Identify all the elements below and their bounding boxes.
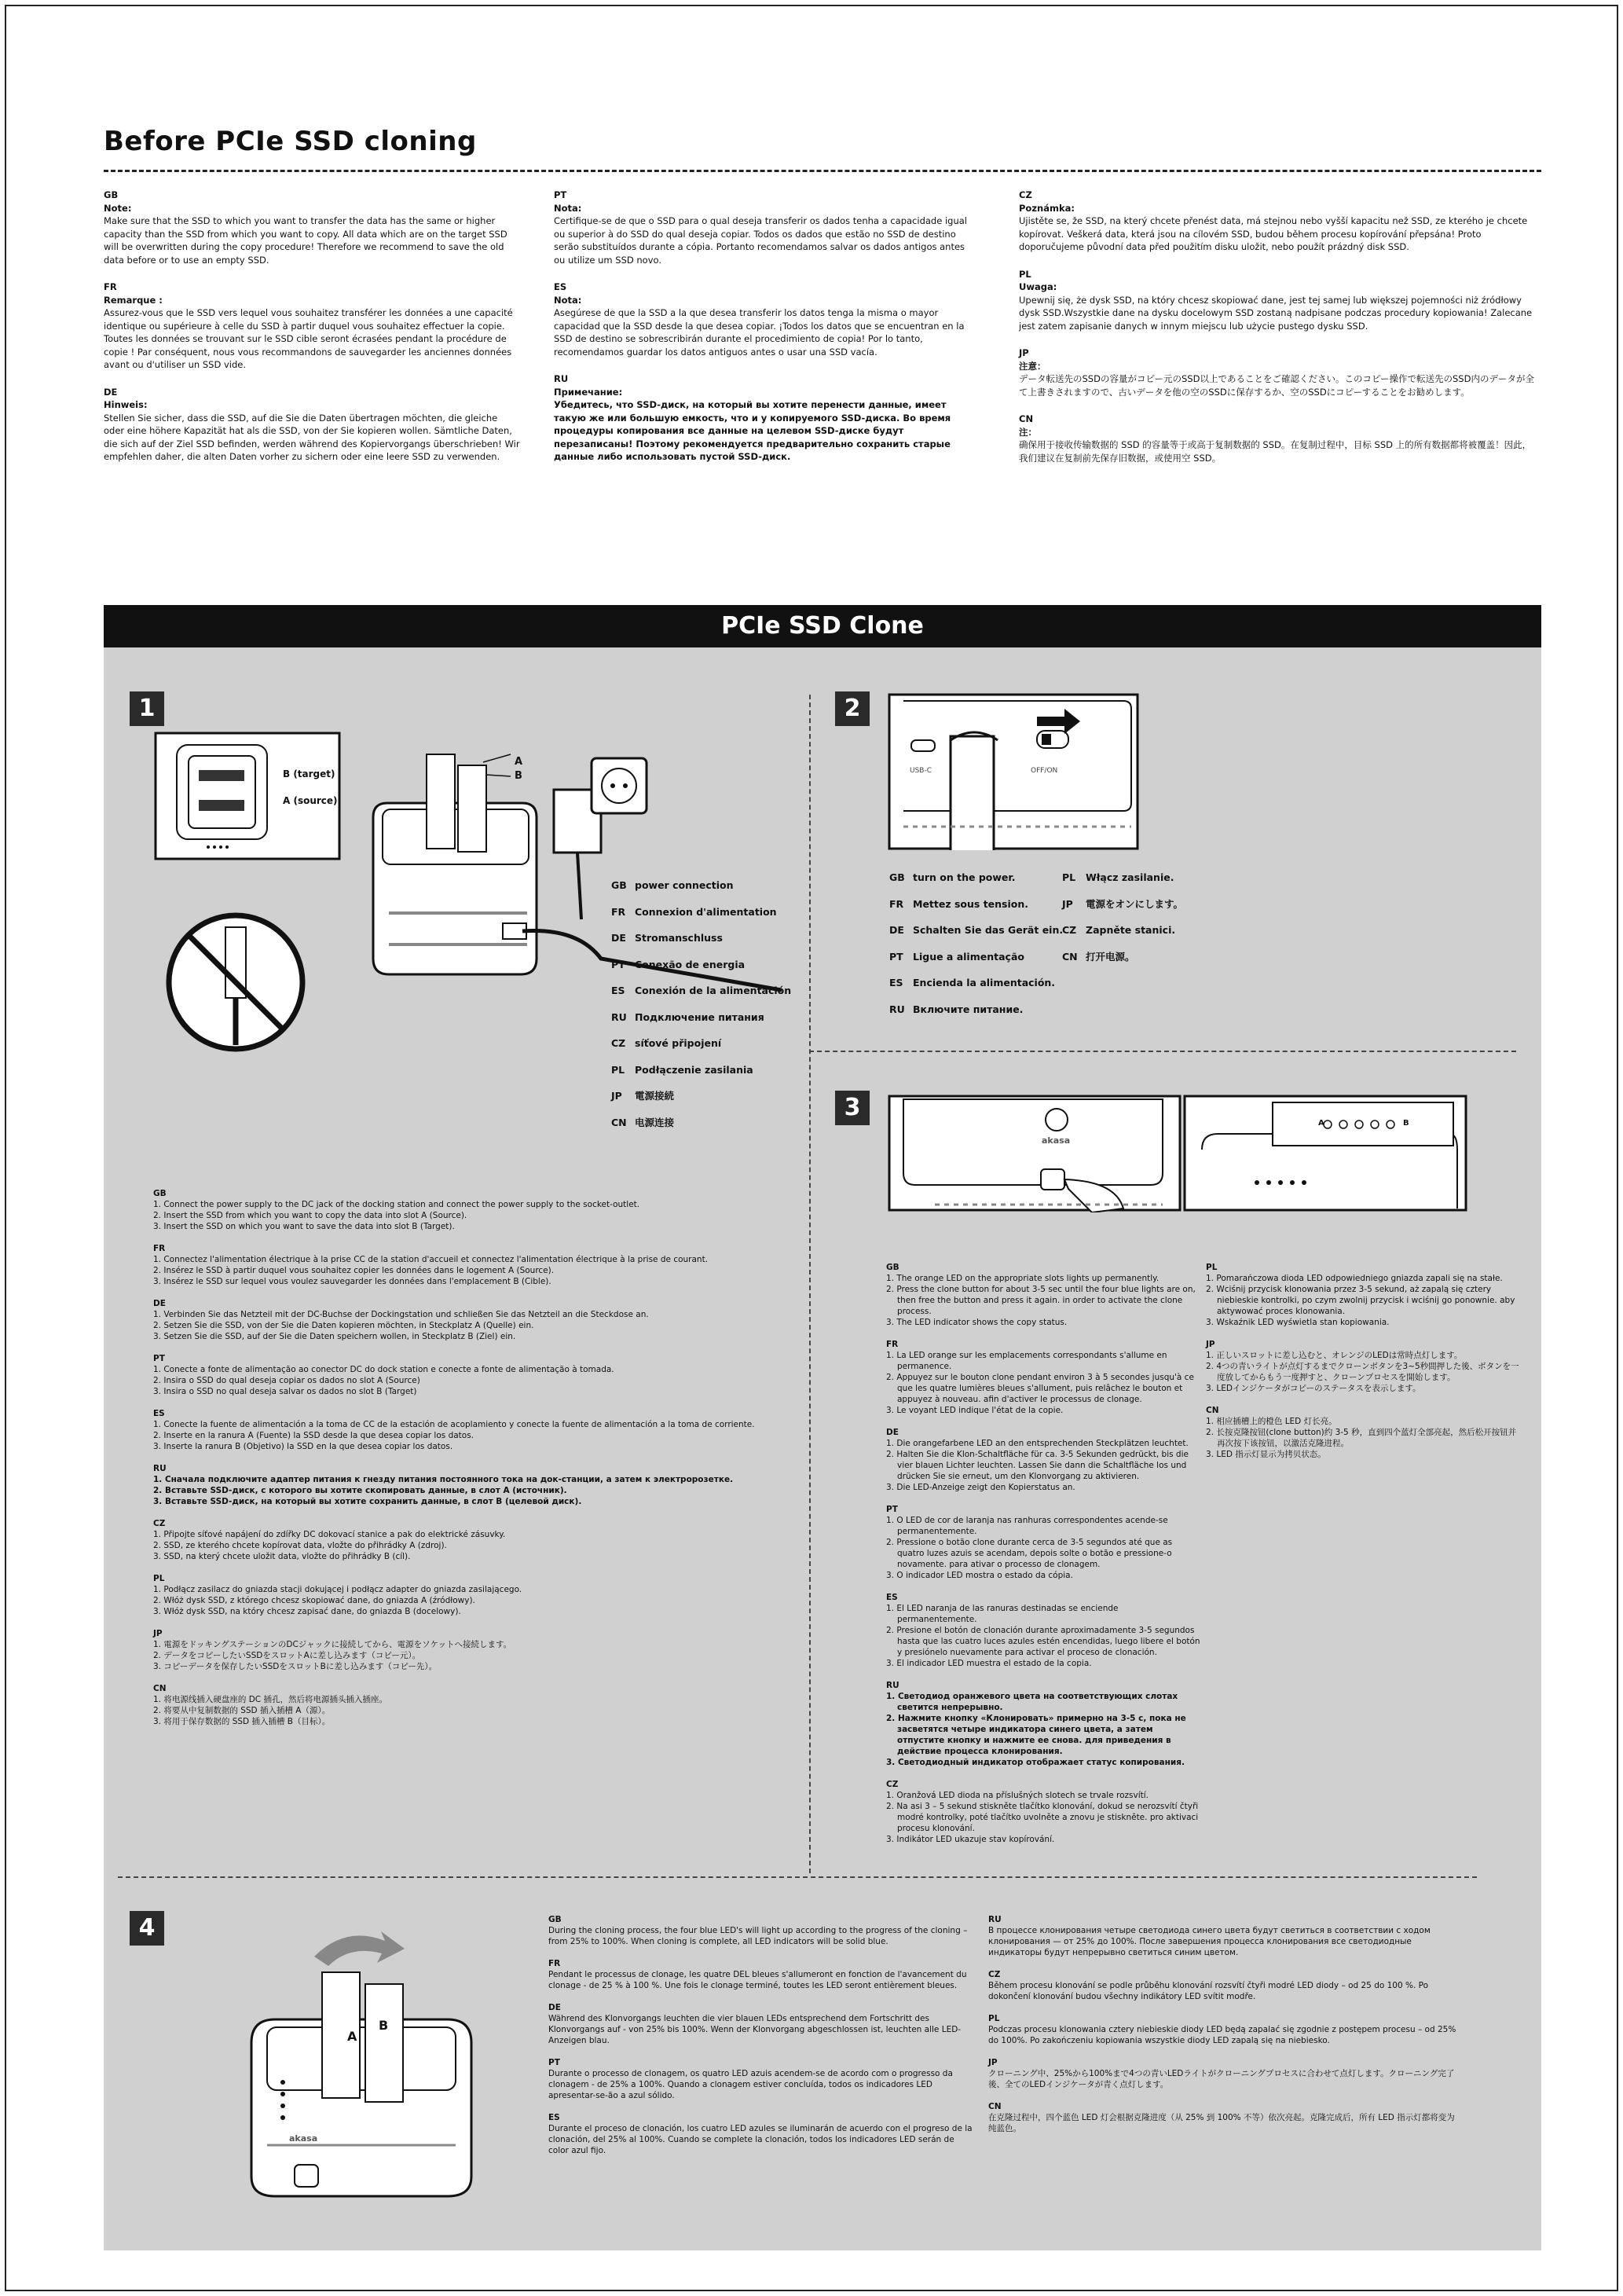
label-row [611,925,791,952]
note-block [1019,347,1537,398]
instruction-item: 1. Conecte la fuente de alimentación a la toma de CC de la estación de acoplamiento y conecte la fuente de alimentación a la toma de corriente. [153,1420,755,1429]
instruction-block [886,1427,1200,1493]
instruction-item: 2. 长按克隆按钮(clone button)约 3-5 秒，直到四个蓝灯全部亮起，然后松开按钮并再次按下该按钮，以激活克隆进程。 [1206,1428,1517,1448]
instruction-item: 2. Setzen Sie die SSD, von der Sie die Daten kopieren möchten, in Steckplatz A (Quelle) ein. [153,1321,534,1330]
instruction-item: 1. La LED orange sur les emplacements correspondants s'allume en permanence. [886,1351,1167,1371]
instruction-block [988,2057,1460,2090]
label-row [1062,944,1183,970]
instruction-block [548,2057,973,2101]
instruction-block [153,1518,805,1562]
instruction-item: 2. Inserte en la ranura A (Fuente) la SSD desde la que desea copiar los datos. [153,1431,474,1440]
label-row [1062,864,1183,891]
instruction-item: 2. Press the clone button for about 3-5 sec until the four blue lights are on, then free the button and press it again. in order to activate the clone process. [886,1285,1196,1316]
notes-column-3 [1019,189,1537,479]
step4-illustration [236,1909,479,2200]
section-banner: PCIe SSD Clone [104,605,1541,647]
instruction-item: 3. SSD, na který chcete uložit data, vložte do přihrádky B (cíl). [153,1552,411,1561]
led-label-b: B [1403,1119,1409,1128]
lang-code: RU [988,1915,1002,1924]
label-text: Ligue a alimentação [913,950,1024,963]
step-1-badge: 1 [130,691,164,726]
label-text: Zapněte stanici. [1086,924,1176,936]
page-title: Before PCIe SSD cloning [104,126,477,157]
lang-code: CZ [153,1519,166,1528]
lang-code: FR [886,1340,899,1349]
note-heading: Nota: [554,202,582,214]
instruction-item: 2. Włóż dysk SSD, z którego chcesz skopiować dane, do gniazda A (źródłowy). [153,1596,475,1605]
lang-code: JP [1206,1340,1215,1349]
instruction-list [153,1529,805,1562]
instruction-item: 1. Connectez l'alimentation électrique à la prise CC de la station d'accueil et connectez l'alimentation électrique à la prise de courant. [153,1255,709,1264]
label-row [611,1004,791,1031]
instruction-body: Während des Klonvorgangs leuchten die vier blauen LEDs entsprechend dem Fortschritt des Klonvorgangs auf - von 25% bis 100%. Wenn der Klonvorgang abgeschlossen ist, leuchten alle LED-Anzeigen blau. [548,2014,962,2045]
label-text: Schalten Sie das Gerät ein. [913,924,1064,936]
lang-code: DE [548,2003,561,2012]
note-block [554,189,970,266]
lang-code: PT [611,958,625,970]
instruction-block [548,2002,973,2046]
instruction-item: 3. Вставьте SSD-диск, на который вы хотите сохранить данные, в слот B (целевой диск). [153,1497,582,1506]
instruction-item: 3. Insert the SSD on which you want to save the data into slot B (Target). [153,1222,455,1231]
lang-code: PT [886,1505,898,1514]
step1-instructions [153,1188,805,1738]
slot-label-b: B [379,2018,389,2033]
instruction-item: 3. Wskaźnik LED wyświetla stan kopiowania. [1206,1318,1390,1327]
slot-label-a: A [347,2029,357,2044]
instruction-item: 3. LED 指示灯显示为拷贝状态。 [1206,1450,1326,1459]
label-text: 打开电源。 [1086,950,1135,963]
instruction-item: 2. Halten Sie die Klon-Schaltfläche für ca. 3-5 Sekunden gedrückt, bis die vier blauen Lichter leuchten. Lassen Sie dann die Schaltfläche los und drücken Sie sie erneut, um den Klonvorgang zu aktivieren. [886,1450,1189,1481]
note-heading: Hinweis: [104,399,148,410]
instruction-item: 2. Нажмите кнопку «Клонировать» примерно на 3-5 с, пока не засветятся четыре индикатора синего цвета, а затем отпустите кнопку и нажмите ее снова. для приведения в действие процесса клонирования. [886,1714,1186,1756]
instruction-body: Durante o processo de clonagem, os quatro LED azuis acendem-se de acordo com o progresso da clonagem - de 25% a 100%. Quando a clonagem estiver concluída, todos os indicadores LED apresentar-se-ão a azul sólido. [548,2069,953,2100]
instruction-item: 1. Сначала подключите адаптер питания к гнезду питания постоянного тока на док-станции, а затем к электророзетке. [153,1475,734,1484]
label-text: Podłączenie zasilania [635,1063,753,1076]
instruction-list [153,1694,805,1727]
step-4-badge: 4 [130,1911,164,1946]
label-row [1062,917,1183,944]
label-text: Включите питание. [913,1003,1024,1015]
instruction-item: 2. 将要从中复制数据的 SSD 插入插槽 A（源）。 [153,1706,331,1715]
lang-code: CN [1019,413,1034,424]
off-on-label: OFF/ON [1031,767,1058,775]
instruction-list [153,1419,805,1452]
lang-code: PL [988,2014,1000,2023]
instruction-item: 3. Indikátor LED ukazuje stav kopírování. [886,1835,1055,1844]
notes-column-1 [104,189,520,478]
label-row [1062,891,1183,918]
instruction-item: 1. 相应插槽上的橙色 LED 灯长亮。 [1206,1417,1337,1426]
note-block [104,281,520,372]
instruction-item: 3. Insérez le SSD sur lequel vous voulez sauvegarder les données dans l'emplacement B (Cible). [153,1277,551,1286]
label-row [889,970,1063,996]
label-text: síťové připojení [635,1037,722,1049]
instruction-list [886,1438,1200,1493]
label-text: Conexão de energia [635,958,746,970]
instruction-list [153,1584,805,1617]
instruction-item: 1. Připojte síťové napájení do zdířky DC dokovací stanice a pak do elektrické zásuvky. [153,1530,506,1539]
lang-code: DE [886,1428,899,1437]
slot-label-b: B [515,770,522,782]
instruction-item: 2. SSD, ze kterého chcete kopírovat data, vložte do přihrádky A (zdroj). [153,1541,447,1550]
lang-code: FR [611,905,626,918]
inset-label-b: B (target) [283,768,335,779]
instruction-list [153,1254,805,1287]
step3-illustration [888,1095,1469,1212]
instruction-item: 1. Conecte a fonte de alimentação ao conector DC do dock station e conecte a fonte de alimentação à tomada. [153,1365,614,1374]
instruction-block [153,1683,805,1727]
note-body: Ujistěte se, že SSD, na který chcete přenést data, má stejnou nebo vyšší kapacitu než SSD, ze kterého je chcete kopírovat. Veškerá data, která jsou na cílovém SSD, budou během procesu kopírování přepsána! Proto doporučujeme původní data před použitím disku uložit, nebo použít prázdný disk SSD. [1019,215,1528,252]
lang-code: ES [548,2113,560,2122]
label-text: 电源连接 [635,1116,675,1128]
step-2-badge: 2 [835,691,870,726]
lang-code: GB [153,1189,167,1198]
instruction-block [153,1298,805,1342]
lang-code: CN [611,1116,627,1128]
instruction-item: 3. 将用于保存数据的 SSD 插入插槽 B（目标）。 [153,1717,331,1726]
label-row [611,977,791,1004]
lang-code: RU [889,1003,905,1015]
instruction-block [153,1573,805,1617]
instruction-list [153,1474,805,1507]
instruction-block [886,1779,1200,1845]
lang-code: PT [153,1354,165,1363]
instruction-block [886,1262,1200,1328]
label-row [889,864,1063,891]
instruction-item: 3. El indicador LED muestra el estado de la copia. [886,1659,1092,1668]
lang-code: PL [1062,871,1076,883]
label-row [611,1083,791,1109]
lang-code: CN [1062,950,1078,963]
lang-code: FR [104,281,117,292]
instruction-item: 3. The LED indicator shows the copy status. [886,1318,1068,1327]
note-block [1019,189,1537,254]
instruction-item: 1. O LED de cor de laranja nas ranhuras correspondentes acende-se permanentemente. [886,1516,1168,1536]
lang-code: PL [153,1574,165,1583]
lang-code: ES [611,985,625,996]
instruction-block [988,2013,1460,2046]
step2-labels-left [889,864,1063,1022]
instruction-block [153,1463,805,1507]
instruction-item: 1. Pomarańczowa dioda LED odpowiedniego gniazda zapali się na stałe. [1206,1274,1503,1283]
instruction-item: 2. Insira o SSD do qual deseja copiar os dados no slot A (Source) [153,1376,420,1385]
step-3-badge: 3 [835,1091,870,1125]
instruction-block [153,1243,805,1287]
lang-code: CZ [1062,924,1077,936]
lang-code: FR [548,1959,561,1968]
instruction-item: 1. The orange LED on the appropriate slots lights up permanently. [886,1274,1160,1283]
instruction-item: 3. Insira o SSD no qual deseja salvar os dados no slot B (Target) [153,1387,417,1396]
instruction-body: Během procesu klonování se podle průběhu klonování rozsvítí čtyři modré LED diody – od 25 do 100 %. Po dokončení klonování budou všechny indikátory LED svítit modře. [988,1981,1429,2001]
note-block [1019,413,1537,464]
instruction-item: 3. Włóż dysk SSD, na który chcesz zapisać dane, do gniazda B (docelowy). [153,1607,461,1616]
instruction-block [153,1188,805,1232]
instruction-item: 2. Insérez le SSD à partir duquel vous souhaitez copier les données dans le logement A (Source). [153,1266,555,1275]
lang-code: JP [1019,347,1029,358]
instruction-item: 3. Die LED-Anzeige zeigt den Kopierstatus an. [886,1483,1075,1492]
instruction-item: 2. データをコピーしたいSSDをスロットAに差し込みます（コピー元）。 [153,1651,421,1660]
instruction-list [886,1603,1200,1669]
title-divider [104,170,1541,172]
lang-code: FR [153,1244,166,1253]
instruction-item: 2. Appuyez sur le bouton clone pendant environ 3 à 5 secondes jusqu'à ce que les quatre lumières bleues s'allument, puis relâchez le bouton et appuyez à nouveau. afin d'activer le processus de clonage. [886,1373,1194,1404]
instruction-list [1206,1416,1520,1460]
lang-code: DE [153,1299,166,1308]
note-body: Asegúrese de que la SSD a la que desea transferir los datos tenga la misma o mayor capacidad que la SSD desde la que desea copiar. ¡Todos los datos que se encuentran en la SSD de destino se sobrescribirán durante el procedimiento de copia! Por lo tanto, recomendamos guardar los datos antiguos antes o usar una SSD vacía. [554,307,965,358]
instruction-item: 2. Insert the SSD from which you want to copy the data into slot A (Source). [153,1211,467,1220]
lang-code: CZ [611,1037,626,1049]
notes-column-2 [554,189,970,478]
lang-code: CN [1206,1406,1219,1415]
instruction-body: 在克隆过程中，四个蓝色 LED 灯会根据克隆进度（从 25% 到 100% 不等）依次亮起。克隆完成后，所有 LED 指示灯都将变为纯蓝色。 [988,2113,1455,2133]
label-text: Stromanschluss [635,932,723,944]
label-row [611,899,791,926]
lang-code: PT [889,950,903,963]
label-row [889,944,1063,970]
instruction-block [548,1914,973,1947]
lang-code: ES [886,1593,898,1602]
instruction-item: 1. 正しいスロットに差し込むと、オレンジのLEDは常時点灯します。 [1206,1351,1463,1360]
instruction-item: 2. Wciśnij przycisk klonowania przez 3-5 sekund, aż zapalą się cztery niebieskie kontrolki, po czym zwolnij przycisk i wciśnij go ponownie. aby aktywować proces klonowania. [1206,1285,1515,1316]
instruction-item: 2. Вставьте SSD-диск, с которого вы хотите скопировать данные, в слот A (источник). [153,1486,567,1495]
label-text: power connection [635,879,734,891]
step4-text-left [548,1914,973,2167]
step3-instructions-left [886,1262,1200,1856]
instruction-item: 1. Die orangefarbene LED an den entsprechenden Steckplätzen leuchtet. [886,1439,1189,1448]
lang-code: CZ [1019,189,1032,200]
lang-code: RU [611,1010,627,1023]
note-body: Stellen Sie sicher, dass die SSD, auf die Sie die Daten übertragen möchten, die gleiche oder eine höhere Kapazität hat als die SSD, von der Sie kopieren wollen. Sämtliche Daten, die sich auf der Ziel SSD befinden, werden während des Kopiervorgangs überschrieben! Wir empfehlen daher, die alten Daten vorher zu sichern oder eine leere SSD zu verwenden. [104,412,520,462]
instruction-item: 2. Pressione o botão clone durante cerca de 3-5 segundos até que as quatro luzes azuis se acendam, depois solte o botão e pressione-o novamente. para ativar o processo de clonagem. [886,1538,1173,1569]
step2-labels-right [1062,864,1183,970]
brand-logo: akasa [289,2133,318,2144]
instruction-list [886,1790,1200,1845]
note-body: データ転送先のSSDの容量がコピー元のSSD以上であることをご確認ください。このコピー操作で転送先のSSD内のデータが全て上書きされますので、古いデータを他の空のSSDに保存するか、空のSSDにコピーすることをお勧めします。 [1019,373,1534,398]
lang-code: FR [889,897,904,910]
instruction-body: Podczas procesu klonowania cztery niebieskie diody LED będą zapalać się zgodnie z postępem procesu – od 25% do 100%. Po zakończeniu kopiowania wszystkie diody LED zapalą się na niebiesko. [988,2025,1456,2045]
instruction-body: Pendant le processus de clonage, les quatre DEL bleues s'allumeront en fonction de l'avancement du clonage - de 25 % à 100 %. Une fois le clonage terminé, toutes les LED seront entièrement bleues. [548,1970,967,1990]
label-row [611,952,791,978]
instruction-item: 1. Podłącz zasilacz do gniazda stacji dokującej i podłącz adapter do gniazda zasilającego. [153,1585,522,1594]
lang-code: ES [889,977,903,988]
brand-logo: akasa [1042,1135,1071,1146]
label-text: Подключение питания [635,1010,764,1023]
lang-code: GB [548,1915,562,1924]
instruction-item: 2. Presione el botón de clonación durante aproximadamente 3-5 segundos hasta que las cuatro luces azules estén encendidas, luego libere el botón y presiónelo nuevamente para activar el proceso de clonación. [886,1626,1200,1657]
instruction-item: 2. Na asi 3 – 5 sekund stiskněte tlačítko klonování, dokud se nerozsvítí čtyři modré kontrolky, poté tlačítko uvolněte a znovu je stiskněte. pro aktivaci procesu klonování. [886,1802,1199,1833]
lang-code: PT [548,2058,560,2067]
instruction-block [886,1592,1200,1669]
lang-code: PL [611,1063,625,1076]
lang-code: GB [611,879,627,891]
slot-label-a: A [515,756,523,768]
instruction-list [886,1515,1200,1581]
instruction-list [153,1199,805,1232]
step3-instructions-right [1206,1262,1520,1471]
note-heading: Note: [104,202,132,214]
instruction-item: 1. 将电源线插入硬盘座的 DC 插孔，然后将电源插头插入插座。 [153,1695,387,1704]
instruction-item: 2. 4つの青いライトが点灯するまでクローンボタンを3~5秒間押した後、ボタンを一度放してからもう一度押すと、クローンプロセスを開始します。 [1206,1362,1519,1382]
instruction-block [1206,1262,1520,1328]
lang-code: DE [611,932,626,944]
inset-label-a: A (source) [283,795,338,806]
instruction-list [1206,1273,1520,1328]
instruction-item: 3. O indicador LED mostra o estado da cópia. [886,1571,1073,1580]
label-text: Conexión de la alimentación [635,985,792,996]
label-text: Mettez sous tension. [913,897,1029,910]
instruction-item: 1. Светодиод оранжевого цвета на соответствующих слотах светится непрерывно. [886,1692,1178,1712]
instruction-item: 3. Светодиодный индикатор отображает статус копирования. [886,1758,1185,1767]
instruction-list [1206,1350,1520,1394]
instruction-list [886,1350,1200,1416]
instruction-block [886,1504,1200,1581]
vertical-divider [809,695,811,1873]
lang-code: DE [889,924,904,936]
label-text: 電源をオンにします。 [1086,897,1184,910]
lang-code: JP [153,1629,163,1638]
instruction-item: 3. コピーデータを保存したいSSDをスロットBに差し込みます（コピー先）。 [153,1662,438,1671]
note-heading: Poznámka: [1019,202,1075,214]
led-label-a: A [1318,1119,1324,1128]
lang-code: PL [1206,1263,1218,1272]
lang-code: PT [554,189,567,200]
instruction-block [886,1680,1200,1768]
instruction-block [1206,1339,1520,1394]
label-text: Connexion d'alimentation [635,905,777,918]
label-text: Włącz zasilanie. [1086,871,1174,883]
instruction-list [153,1639,805,1672]
label-row [611,1030,791,1057]
lang-code: CN [153,1684,167,1693]
instruction-item: 1. Oranžová LED dioda na příslušných slotech se trvale rozsvítí. [886,1791,1149,1800]
lang-code: CZ [886,1780,899,1789]
label-row [611,1057,791,1084]
step2-illustration [888,693,1139,850]
lang-code: ES [554,281,567,292]
note-body: Certifique-se de que o SSD para o qual deseja transferir os dados tenha a capacidade igual ou superior à do SSD do qual deseja copiar. Todos os dados que estão no SSD de destino serão substituídos durante a cópia. Portanto recomendamos salvar os dados antigos antes ou utilize um SSD novo. [554,215,967,266]
note-heading: Nota: [554,294,582,306]
instruction-list [153,1364,805,1397]
lang-code: GB [889,871,905,883]
instruction-block [988,1914,1460,1958]
note-block [1019,268,1537,333]
instruction-item: 3. Le voyant LED indique l'état de la copie. [886,1406,1064,1415]
instruction-block [988,2101,1460,2134]
instruction-list [153,1309,805,1342]
lang-code: GB [886,1263,899,1272]
lang-code: CN [988,2102,1002,2111]
label-text: Encienda la alimentación. [913,977,1056,988]
label-text: turn on the power. [913,871,1016,883]
lang-code: DE [104,386,118,398]
label-text: 電源接続 [635,1090,675,1102]
instruction-item: 3. Inserte la ranura B (Objetivo) la SSD en la que desea copiar los datos. [153,1442,453,1451]
lang-code: CZ [988,1970,1001,1979]
note-body: 确保用于接收传输数据的 SSD 的容量等于或高于复制数据的 SSD。在复制过程中，目标 SSD 上的所有数据都将被覆盖！因此，我们建议在复制前先保存旧数据，或使用空 SSD。 [1019,439,1532,464]
instruction-body: During the cloning process, the four blue LED's will light up according to the progress of the cloning – from 25% to 100%. When cloning is complete, all LED indicators will be solid blue. [548,1926,968,1946]
note-body: Upewnij się, że dysk SSD, na który chcesz skopiować dane, jest tej samej lub większej pojemności niż źródłowy dysk SSD.Wszystkie dane na dysku docelowym SSD zostaną nadpisane podczas procedury kopiowania! Zalecane jest zatem zapisanie danych w innym miejscu lub użycie pustego dysku SSD. [1019,294,1533,332]
step1-power-labels [611,872,791,1135]
note-heading: Примечание: [554,386,623,398]
note-block [104,386,520,464]
label-row [889,996,1063,1023]
note-heading: Uwaga: [1019,281,1057,292]
usb-c-label: USB-C [910,767,932,775]
instruction-item: 1. Verbinden Sie das Netzteil mit der DC-Buchse der Dockingstation und schließen Sie das Netzteil an die Steckdose an. [153,1310,649,1319]
instruction-body: Durante el proceso de clonación, los cuatro LED azules se iluminarán de acuerdo con el progreso de la clonación, del 25% al 100%. Cuando se complete la clonación, todos los indicadores LED serán de color azul fijo. [548,2124,973,2155]
instruction-block [153,1353,805,1397]
note-heading: Remarque : [104,294,163,306]
note-body: Make sure that the SSD to which you want to transfer the data has the same or higher capacity than the SSD from which you want to copy. All data which are on the target SSD will be overwritten during the copy procedure! Therefore we recommend to save the old data before or to use an empty SSD. [104,215,507,266]
note-body: Assurez-vous que le SSD vers lequel vous souhaitez transférer les données a une capacité identique ou supérieure à celle du SSD à partir duquel vous souhaitez effectuer la copie. Toutes les données se trouvant sur le SSD cible seront écrasées pendant la procédure de copie ! Par conséquent, nous vous recommandons de sauvegarder les anciennes données avant ou d'utiliser un SSD vide. [104,307,513,370]
instruction-item: 1. Connect the power supply to the DC jack of the docking station and connect the power supply to the socket-outlet. [153,1200,640,1209]
lang-code: ES [153,1409,165,1418]
instruction-item: 1. El LED naranja de las ranuras destinadas se enciende permanentemente. [886,1604,1119,1624]
instruction-body: В процессе клонирования четыре светодиода синего цвета будут светиться в соответствии с ходом клонирования — от 25% до 100%. После завершения процесса клонирования все светодиодные индикаторы будут непрерывно светиться синим цветом. [988,1926,1431,1957]
lang-code: RU [153,1464,167,1473]
label-row [889,891,1063,918]
instruction-block [886,1339,1200,1416]
note-body: Убедитесь, что SSD-диск, на который вы хотите перенести данные, имеет такую же или большую емкость, что и у копируемого SSD-диска. Во время процедуры копирования все данные на целевом SSD-диске будут перезаписаны! Поэтому рекомендуется предварительно сохранить старые данные либо использовать пустой SSD-диск. [554,399,951,462]
note-heading: 注： [1019,426,1037,438]
instruction-block [548,1958,973,1991]
instruction-block [548,2112,973,2156]
lang-code: JP [1062,897,1073,910]
lang-code: JP [988,2058,998,2067]
instruction-block [153,1408,805,1452]
label-row [611,1109,791,1136]
step4-text-right [988,1914,1460,2145]
instruction-item: 3. LEDインジケータがコピーのステータスを表示します。 [1206,1384,1421,1393]
instruction-body: クローニング中、25%から100%まで4つの青いLEDライトがクローニングプロセスに合わせて点灯します。クローニング完了後、全てのLEDインジケータが青く点灯します。 [988,2069,1455,2089]
instruction-item: 3. Setzen Sie die SSD, auf der Sie die Daten speichern wollen, in Steckplatz B (Ziel) ein. [153,1332,516,1341]
note-block [554,372,970,464]
instruction-block [153,1628,805,1672]
instruction-block [1206,1405,1520,1460]
instruction-item: 1. 電源をドッキングステーションのDCジャックに接続してから、電源をソケットへ接続します。 [153,1640,512,1649]
step4-divider [118,1876,1477,1878]
label-row [889,917,1063,944]
note-block [104,189,520,266]
note-heading: 注意： [1019,360,1046,372]
label-row [611,872,791,899]
lang-code: RU [886,1681,899,1690]
lang-code: RU [554,373,569,384]
lang-code: JP [611,1090,622,1102]
lang-code: PL [1019,268,1031,280]
instruction-block [988,1969,1460,2002]
instruction-list [886,1691,1200,1768]
step2-step3-divider [809,1051,1516,1052]
instruction-list [886,1273,1200,1328]
note-block [554,281,970,358]
lang-code: GB [104,189,119,200]
